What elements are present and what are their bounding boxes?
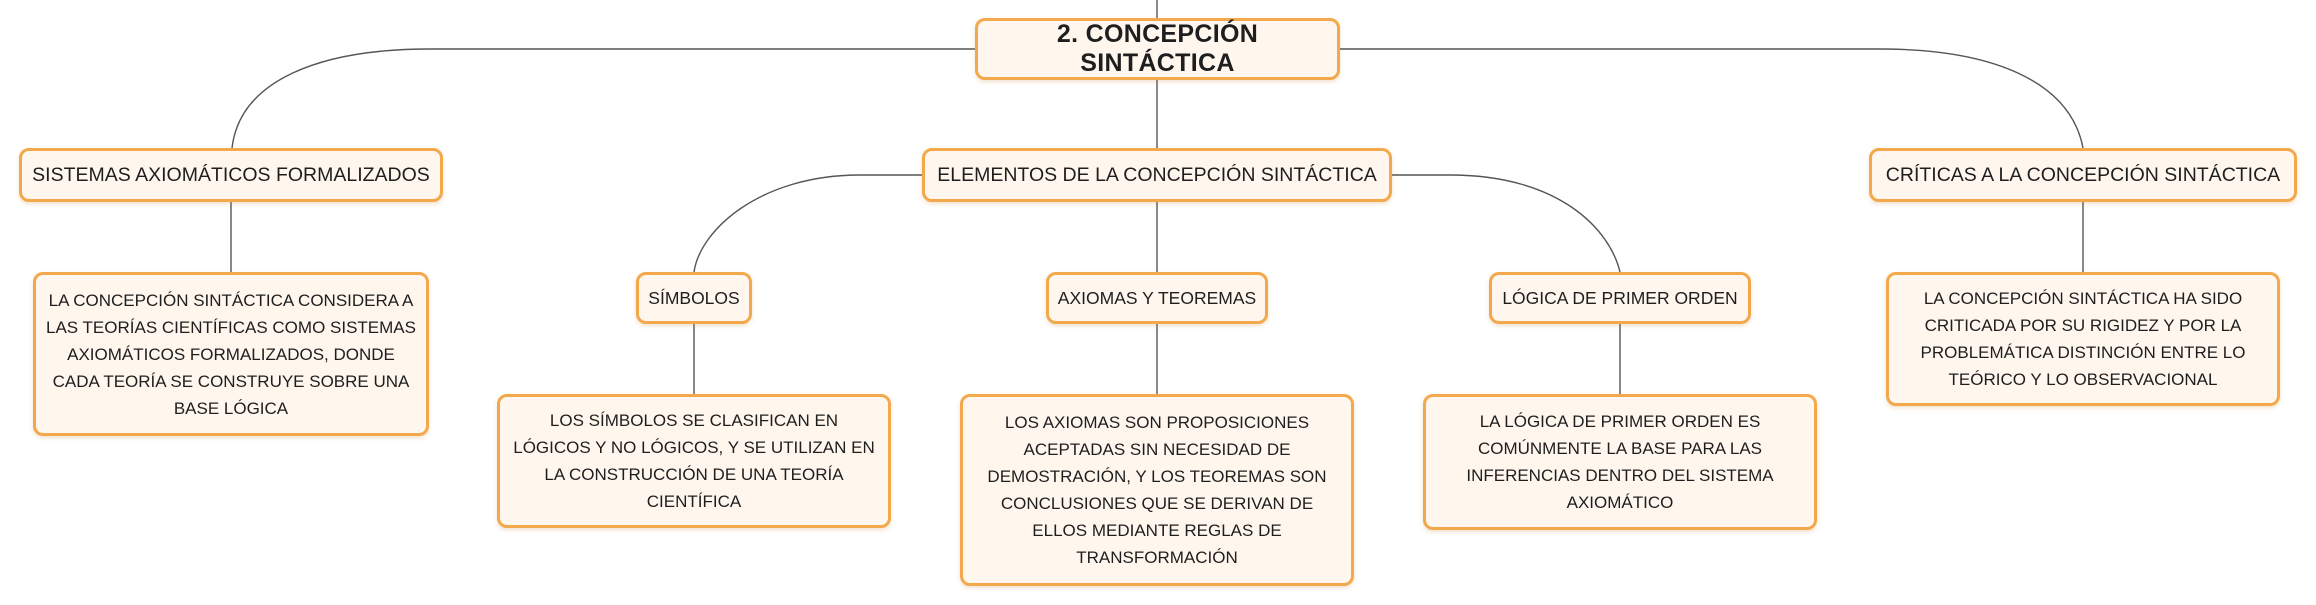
subtopic-logica-label: LÓGICA DE PRIMER ORDEN — [1502, 287, 1738, 308]
detail-logica[interactable] — [1423, 394, 1817, 530]
detail-sistemas[interactable] — [33, 272, 429, 436]
detail-simbolos[interactable] — [497, 394, 891, 528]
topic-sistemas-label: SISTEMAS AXIOMÁTICOS FORMALIZADOS — [32, 163, 430, 186]
detail-criticas[interactable] — [1886, 272, 2280, 406]
connector-root-criticas — [1340, 49, 2083, 148]
subtopic-simbolos[interactable] — [636, 272, 752, 324]
subtopic-simbolos-label: SÍMBOLOS — [648, 287, 740, 308]
connector-elementos-logica — [1392, 175, 1620, 272]
detail-sistemas-text: LA CONCEPCIÓN SINTÁCTICA CONSIDERA A LAS TEORÍAS CIENTÍFICAS COMO SISTEMAS AXIOMÁTICOS FORMALIZADOS, DONDE CADA TEORÍA SE CONSTRUYE SOBRE UNA BASE LÓGICA — [46, 290, 416, 418]
connector-elementos-simbolos — [694, 175, 922, 272]
topic-criticas-label: CRÍTICAS A LA CONCEPCIÓN SINTÁCTICA — [1885, 163, 2281, 186]
root-label: 2. CONCEPCIÓN SINTÁCTICA — [1056, 20, 1259, 77]
detail-criticas-text: LA CONCEPCIÓN SINTÁCTICA HA SIDO CRITICADA POR SU RIGIDEZ Y POR LA PROBLEMÁTICA DISTINCIÓN ENTRE LO TEÓRICO Y LO OBSERVACIONAL — [1920, 289, 2246, 389]
topic-sistemas-axiomaticos[interactable] — [19, 148, 443, 202]
root-node[interactable] — [975, 18, 1340, 80]
detail-simbolos-text: LOS SÍMBOLOS SE CLASIFICAN EN LÓGICOS Y NO LÓGICOS, Y SE UTILIZAN EN LA CONSTRUCCIÓN DE UNA TEORÍA CIENTÍFICA — [513, 411, 875, 511]
subtopic-logica[interactable] — [1489, 272, 1751, 324]
detail-axiomas-text: LOS AXIOMAS SON PROPOSICIONES ACEPTADAS SIN NECESIDAD DE DEMOSTRACIÓN, Y LOS TEOREMAS SON CONCLUSIONES QUE SE DERIVAN DE ELLOS MEDIANTE REGLAS DE TRANSFORMACIÓN — [987, 413, 1327, 567]
connector-root-sistemas — [232, 49, 975, 148]
detail-axiomas[interactable] — [960, 394, 1354, 586]
topic-criticas[interactable] — [1869, 148, 2297, 202]
subtopic-axiomas[interactable] — [1046, 272, 1268, 324]
topic-elementos[interactable] — [922, 148, 1392, 202]
detail-logica-text: LA LÓGICA DE PRIMER ORDEN ES COMÚNMENTE LA BASE PARA LAS INFERENCIAS DENTRO DEL SISTEMA AXIOMÁTICO — [1466, 412, 1774, 512]
topic-elementos-label: ELEMENTOS DE LA CONCEPCIÓN SINTÁCTICA — [937, 163, 1377, 186]
subtopic-axiomas-label: AXIOMAS Y TEOREMAS — [1057, 287, 1257, 308]
